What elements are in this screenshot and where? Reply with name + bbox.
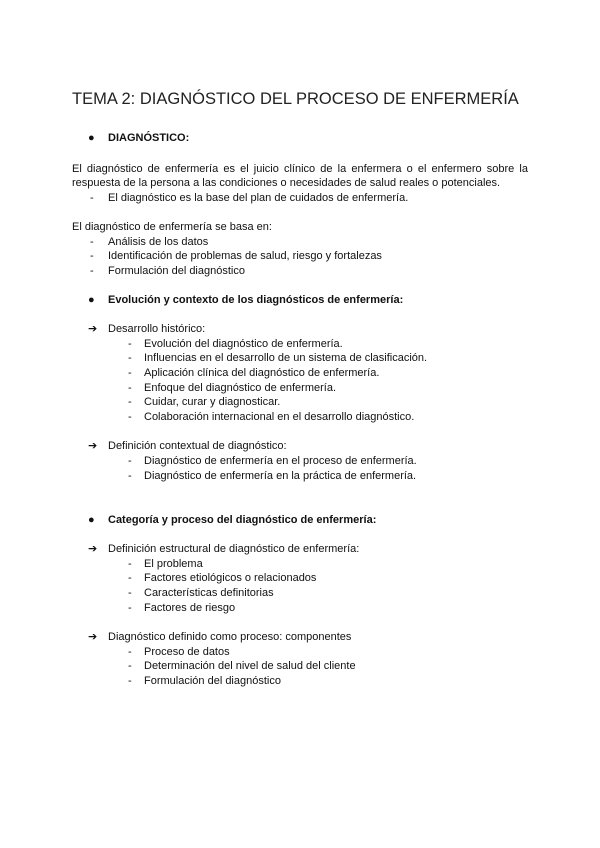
bullet-marker: ● (88, 514, 95, 526)
list-item: Análisis de los datos (108, 236, 209, 248)
bullet-marker: ● (88, 294, 95, 306)
list-item: Diagnóstico de enfermería en la práctica de enfermería. (144, 470, 417, 482)
list-item: Aplicación clínica del diagnóstico de enfermería. (144, 367, 380, 379)
dash-marker: - (128, 411, 132, 423)
dash-marker: - (90, 250, 94, 262)
bullet-marker: ● (88, 132, 95, 144)
dash-marker: - (128, 455, 132, 467)
section-heading-evolucion: Evolución y contexto de los diagnósticos de enfermería: (108, 294, 404, 306)
dash-marker: - (128, 470, 132, 482)
dash-marker: - (128, 558, 132, 570)
dash-marker: - (128, 396, 132, 408)
dash-marker: - (128, 587, 132, 599)
dash-marker: - (128, 352, 132, 364)
list-item: Formulación del diagnóstico (108, 265, 245, 277)
list-item: El problema (144, 558, 203, 570)
dash-marker: - (90, 236, 94, 248)
arrow-icon: ➔ (88, 323, 98, 335)
list-item: Factores de riesgo (144, 602, 236, 614)
dash-marker: - (128, 675, 132, 687)
list-item: Cuidar, curar y diagnosticar. (144, 396, 281, 408)
definition-line-2: respuesta de la persona a las condiciones o necesidades de salud reales o potenciales. (72, 177, 501, 189)
note-line: El diagnóstico es la base del plan de cuidados de enfermería. (108, 192, 409, 204)
definition-line-1: El diagnóstico de enfermería es el juicio clínico de la enfermera o el enfermero sobre la (72, 163, 528, 175)
list-item: Determinación del nivel de salud del cliente (144, 660, 356, 672)
list-item: Diagnóstico de enfermería en el proceso de enfermería. (144, 455, 417, 467)
list-item: Proceso de datos (144, 646, 230, 658)
dash-marker: - (128, 572, 132, 584)
list-item: Características definitorias (144, 587, 274, 599)
list-item: Evolución del diagnóstico de enfermería. (144, 338, 343, 350)
arrow-icon: ➔ (88, 543, 98, 555)
dash-marker: - (128, 660, 132, 672)
subgroup-label: Diagnóstico definido como proceso: componentes (108, 631, 352, 643)
subgroup-label: Desarrollo histórico: (108, 323, 206, 335)
arrow-icon: ➔ (88, 440, 98, 452)
dash-marker: - (90, 192, 94, 204)
arrow-icon: ➔ (88, 631, 98, 643)
section-heading-diagnostico: DIAGNÓSTICO: (108, 132, 190, 144)
list-item: Colaboración internacional en el desarrollo diagnóstico. (144, 411, 415, 423)
list-item: Identificación de problemas de salud, riesgo y fortalezas (108, 250, 382, 262)
basis-intro: El diagnóstico de enfermería se basa en: (72, 221, 272, 233)
page-title: TEMA 2: DIAGNÓSTICO DEL PROCESO DE ENFERMERÍA (72, 90, 519, 108)
dash-marker: - (90, 265, 94, 277)
list-item: Enfoque del diagnóstico de enfermería. (144, 382, 337, 394)
dash-marker: - (128, 646, 132, 658)
dash-marker: - (128, 382, 132, 394)
subgroup-label: Definición estructural de diagnóstico de enfermería: (108, 543, 360, 555)
section-heading-categoria: Categoría y proceso del diagnóstico de enfermería: (108, 514, 377, 526)
list-item: Formulación del diagnóstico (144, 675, 281, 687)
dash-marker: - (128, 367, 132, 379)
list-item: Factores etiológicos o relacionados (144, 572, 317, 584)
dash-marker: - (128, 338, 132, 350)
list-item: Influencias en el desarrollo de un sistema de clasificación. (144, 352, 428, 364)
dash-marker: - (128, 602, 132, 614)
subgroup-label: Definición contextual de diagnóstico: (108, 440, 287, 452)
